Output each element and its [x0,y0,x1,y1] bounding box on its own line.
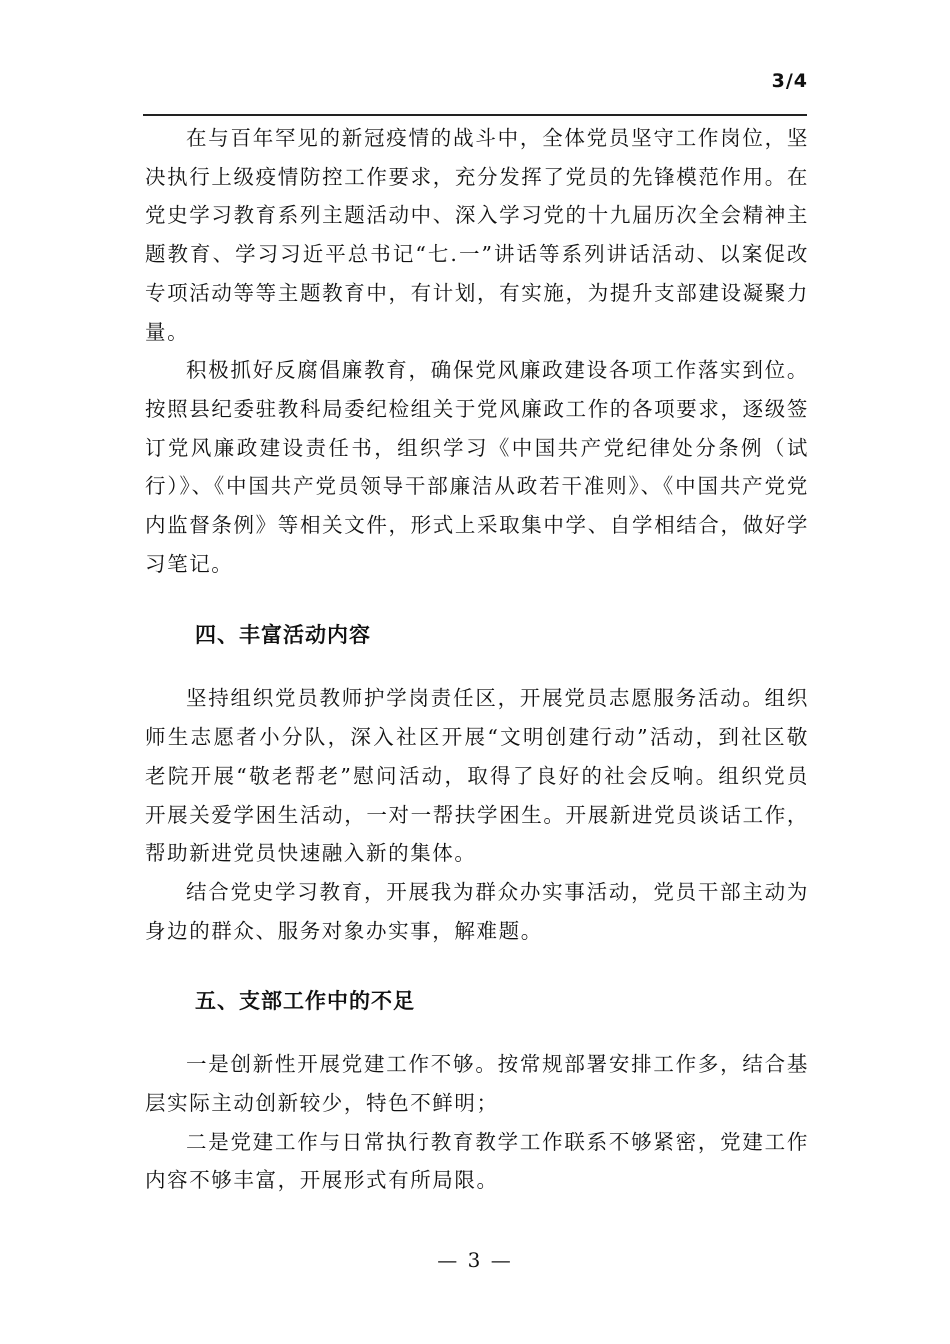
section-heading-activities: 四、丰富活动内容 [195,623,371,648]
paragraph-anti-corruption: 积极抓好反腐倡廉教育，确保党风廉政建设各项工作落实到位。按照县纪委驻教科局委纪检组关于党风廉政工作的各项要求，逐级签订党风廉政建设责任书，组织学习《中国共产党纪律处分条例（试行）》、《中国共产党员领导干部廉洁从政若干准则》、《中国共产党党内监督条例》等相关文件，形式上采取集中学、自学相结合，做好学习笔记。 [145,358,809,576]
paragraph-serve-the-masses: 结合党史学习教育，开展我为群众办实事活动，党员干部主动为身边的群众、服务对象办实事，解难题。 [145,879,809,943]
header-rule [143,114,807,116]
paragraph-shortcoming-one: 一是创新性开展党建工作不够。按常规部署安排工作多，结合基层实际主动创新较少，特色不鲜明； [145,1052,809,1116]
page-number: — 3 — [437,1248,513,1272]
document-body [145,119,809,1200]
section-heading-shortcomings: 五、支部工作中的不足 [195,989,415,1014]
paragraph-shortcoming-two: 二是党建工作与日常执行教育教学工作联系不够紧密，党建工作内容不够丰富，开展形式有所局限。 [145,1129,809,1193]
paragraph-epidemic-and-study: 在与百年罕见的新冠疫情的战斗中，全体党员坚守工作岗位，坚决执行上级疫情防控工作要求，充分发挥了党员的先锋模范作用。在党史学习教育系列主题活动中、深入学习党的十九届历次全会精神主题教育、学习习近平总书记“七.一”讲话等系列讲话活动、以案促改专项活动等等主题教育中，有计划，有实施，为提升支部建设凝聚力量。 [145,126,809,344]
page-indicator: 3/4 [771,70,808,92]
paragraph-volunteer-activities: 坚持组织党员教师护学岗责任区，开展党员志愿服务活动。组织师生志愿者小分队，深入社区开展“文明创建行动”活动，到社区敬老院开展“敬老帮老”慰问活动，取得了良好的社会反响。组织党员开展关爱学困生活动，一对一帮扶学困生。开展新进党员谈话工作，帮助新进党员快速融入新的集体。 [145,686,809,866]
